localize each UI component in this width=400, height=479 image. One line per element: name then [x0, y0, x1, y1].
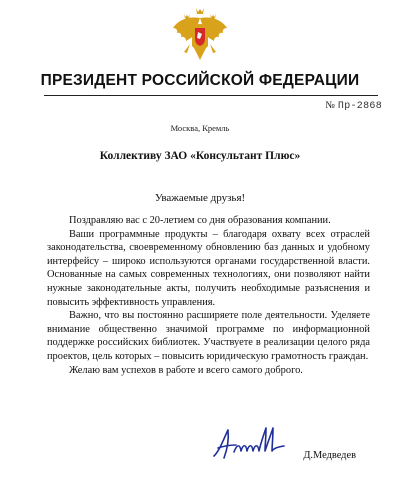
number-value: Пр-2868 — [337, 101, 382, 112]
document-number — [325, 100, 382, 112]
paragraph: Поздравляю вас с 20-летием со дня образования компании. — [69, 215, 331, 226]
coat-of-arms-icon — [170, 6, 230, 64]
handwritten-signature-icon — [210, 420, 290, 466]
addressee: Коллективу ЗАО «Консультант Плюс» — [99, 150, 301, 162]
salutation: Уважаемые друзья! — [154, 192, 246, 204]
number-sign: № — [325, 100, 335, 111]
paragraph: Ваши программные продукты – благодаря охвату всех отраслей законодательства, своевременному обновлению баз данных и удобному интерфейсу – широко используются органами государственной власти. Основанные на самых современных технологиях, они позволяют найти нужные законодательные акты, получить необходимые разъяснения и повысить эффективность управления. — [47, 228, 370, 308]
paragraph: Важно, что вы постоянно расширяете поле деятельности. Уделяете внимание общественно значимой программе по информационной поддержке российских библиотек. Участвуете в реализации целого ряда проектов, цель которых – повысить юридическую грамотность граждан. — [47, 310, 370, 362]
signer-name: Д.Медведев — [303, 450, 356, 461]
letter-body — [47, 214, 370, 377]
header-divider — [44, 95, 378, 96]
paragraph: Желаю вам успехов в работе и всего самого доброго. — [69, 364, 303, 376]
place-line: Москва, Кремль — [170, 123, 230, 133]
header-title: ПРЕЗИДЕНТ РОССИЙСКОЙ ФЕДЕРАЦИИ — [40, 72, 360, 89]
